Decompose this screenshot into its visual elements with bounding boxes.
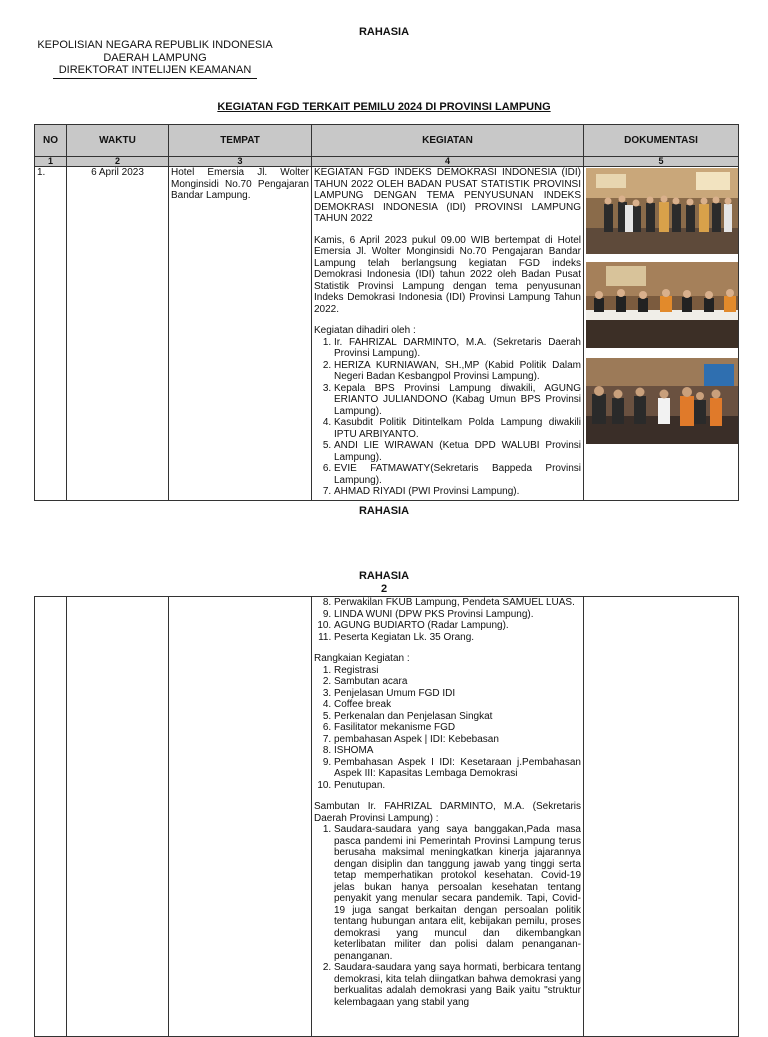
col-number: 4: [312, 157, 584, 167]
list-item: 3. Kepala BPS Provinsi Lampung diwakili, AGUNG ERIANTO JULIANDONO (Kabag Umun BPS Provinsi Lampung).: [334, 383, 581, 418]
cell-no: [35, 597, 67, 1037]
list-item: 10. Penutupan.: [334, 780, 581, 792]
list-item: 4. Coffee break: [334, 699, 581, 711]
cell-tempat: [169, 597, 312, 1037]
document-title: [0, 101, 768, 113]
kegiatan-description: Kamis, 6 April 2023 pukul 09.00 WIB bertempat di Hotel Emersia Jl. Wolter Monginsidi No.70 Pengajaran Bandar Lampung telah berlangsung kegiatan FGD indeks Demokrasi Indonesia (IDI) tahun 2022 oleh Badan Pusat Statistik Provinsi Lampung dengan tema penyusunan Indeks Demokrasi Indonesia (IDI) Provinsi Lampung Tahun 2022.: [314, 234, 581, 315]
table-row: [35, 167, 739, 501]
cell-waktu: 6 April 2023: [67, 167, 169, 501]
list-item: 11. Peserta Kegiatan Lk. 35 Orang.: [334, 632, 581, 644]
classification-page2: RAHASIA: [358, 570, 410, 582]
agency-header: [30, 39, 280, 79]
sambutan-intro: Sambutan Ir. FAHRIZAL DARMINTO, M.A. (Sekretaris Daerah Provinsi Lampung) :: [314, 801, 581, 824]
attendees-list-continued: [314, 597, 581, 643]
list-item: 4. Kasubdit Politik Ditintelkam Polda Lampung diwakili IPTU ARBIYANTO.: [334, 417, 581, 440]
document-title-text: KEGIATAN FGD TERKAIT PEMILU 2024 DI PROVINSI LAMPUNG: [217, 101, 551, 113]
list-item: 10. AGUNG BUDIARTO (Radar Lampung).: [334, 620, 581, 632]
list-item: 3. Penjelasan Umum FGD IDI: [334, 688, 581, 700]
col-number: 1: [35, 157, 67, 167]
cell-kegiatan: [312, 597, 584, 1037]
col-header-waktu: WAKTU: [67, 125, 169, 157]
classification-bottom: RAHASIA: [358, 505, 410, 517]
list-item: 5. Perkenalan dan Penjelasan Singkat: [334, 711, 581, 723]
col-number: 3: [169, 157, 312, 167]
documentation-photo-3: [586, 358, 738, 444]
list-item: 9. LINDA WUNI (DPW PKS Provinsi Lampung).: [334, 609, 581, 621]
activity-table: [34, 124, 739, 501]
kegiatan-title: KEGIATAN FGD INDEKS DEMOKRASI INDONESIA (IDI) TAHUN 2022 OLEH BADAN PUSAT STATISTIK PROVINSI LAMPUNG DENGAN TEMA PENYUSUNAN INDEKS DEMOKRASI INDONESIA (IDI) PROVINSI LAMPUNG TAHUN 2022: [314, 167, 581, 224]
list-item: 7. AHMAD RIYADI (PWI Provinsi Lampung).: [334, 486, 581, 498]
page-number: 2: [380, 583, 388, 595]
col-header-kegiatan: KEGIATAN: [312, 125, 584, 157]
documentation-photo-1: [586, 168, 738, 254]
cell-kegiatan: [312, 167, 584, 501]
agency-line-1: KEPOLISIAN NEGARA REPUBLIK INDONESIA: [37, 39, 273, 51]
col-number: 2: [67, 157, 169, 167]
agency-line-3: DIREKTORAT INTELIJEN KEAMANAN: [53, 64, 258, 79]
table-header-row: [35, 125, 739, 157]
cell-no: 1.: [35, 167, 67, 501]
list-item: 8. Perwakilan FKUB Lampung, Pendeta SAMUEL LUAS.: [334, 597, 581, 609]
list-item: 2. Saudara-saudara yang saya hormati, berbicara tentang demokrasi, kita telah diingatkan bahwa demokrasi yang berkualitas adalah demokrasi yang Baik yaitu "struktur kelembagaan yang stabil yang: [334, 962, 581, 1008]
list-item: 5. ANDI LIE WIRAWAN (Ketua DPD WALUBI Provinsi Lampung).: [334, 440, 581, 463]
attendees-intro: Kegiatan dihadiri oleh :: [314, 325, 416, 336]
list-item: 9. Pembahasan Aspek I IDI: Kesetaraan j.Pembahasan Aspek III: Kapasitas Lembaga Demokrasi: [334, 757, 581, 780]
cell-dokumentasi: [584, 597, 739, 1037]
col-number: 5: [584, 157, 739, 167]
cell-waktu: [67, 597, 169, 1037]
agency-line-2: DAERAH LAMPUNG: [103, 51, 207, 64]
attendees-list: [314, 337, 581, 498]
table-row: [35, 597, 739, 1037]
list-item: 8. ISHOMA: [334, 745, 581, 757]
cell-dokumentasi: [584, 167, 739, 501]
list-item: 7. pembahasan Aspek | IDI: Kebebasan: [334, 734, 581, 746]
activity-table-continued: [34, 596, 739, 1037]
sambutan-list: [314, 824, 581, 1008]
rangkaian-list: [314, 665, 581, 792]
cell-tempat: Hotel Emersia Jl. Wolter Monginsidi No.70 Pengajaran Bandar Lampung.: [169, 167, 312, 501]
documentation-photo-2: [586, 262, 738, 348]
rangkaian-intro: Rangkaian Kegiatan :: [314, 653, 410, 664]
list-item: 1. Registrasi: [334, 665, 581, 677]
col-header-no: NO: [35, 125, 67, 157]
list-item: 2. Sambutan acara: [334, 676, 581, 688]
list-item: 2. HERIZA KURNIAWAN, SH.,MP (Kabid Politik Dalam Negeri Badan Kesbangpol Provinsi Lampung).: [334, 360, 581, 383]
col-header-dokumentasi: DOKUMENTASI: [584, 125, 739, 157]
list-item: 6. EVIE FATMAWATY(Sekretaris Bappeda Provinsi Lampung).: [334, 463, 581, 486]
list-item: 6. Fasilitator mekanisme FGD: [334, 722, 581, 734]
list-item: 1. Saudara-saudara yang saya banggakan,Pada masa pasca pandemi ini Pemerintah Provinsi Lampung terus berusaha maksimal meningkatkan kinerja jajarannya dengan disiplin dan tanggung jawab yang tinggi serta tetap memperhatikan protokol kesehatan. Covid-19 jelas bukan hanya persoalan kesehatan tentang penyakit yang menular secara pandemik. Tapi, Covid-19 juga sangat berkaitan dengan persoalan politik tentang hubungan antara elit, kebijakan pemilu, proses demokrasi yang muncul dan dikembangkan keterlibatan militer dan polisi dalam penanganan-penanganan.: [334, 824, 581, 962]
col-header-tempat: TEMPAT: [169, 125, 312, 157]
classification-top: RAHASIA: [358, 26, 410, 38]
list-item: 1. Ir. FAHRIZAL DARMINTO, M.A. (Sekretaris Daerah Provinsi Lampung).: [334, 337, 581, 360]
column-number-row: [35, 157, 739, 167]
